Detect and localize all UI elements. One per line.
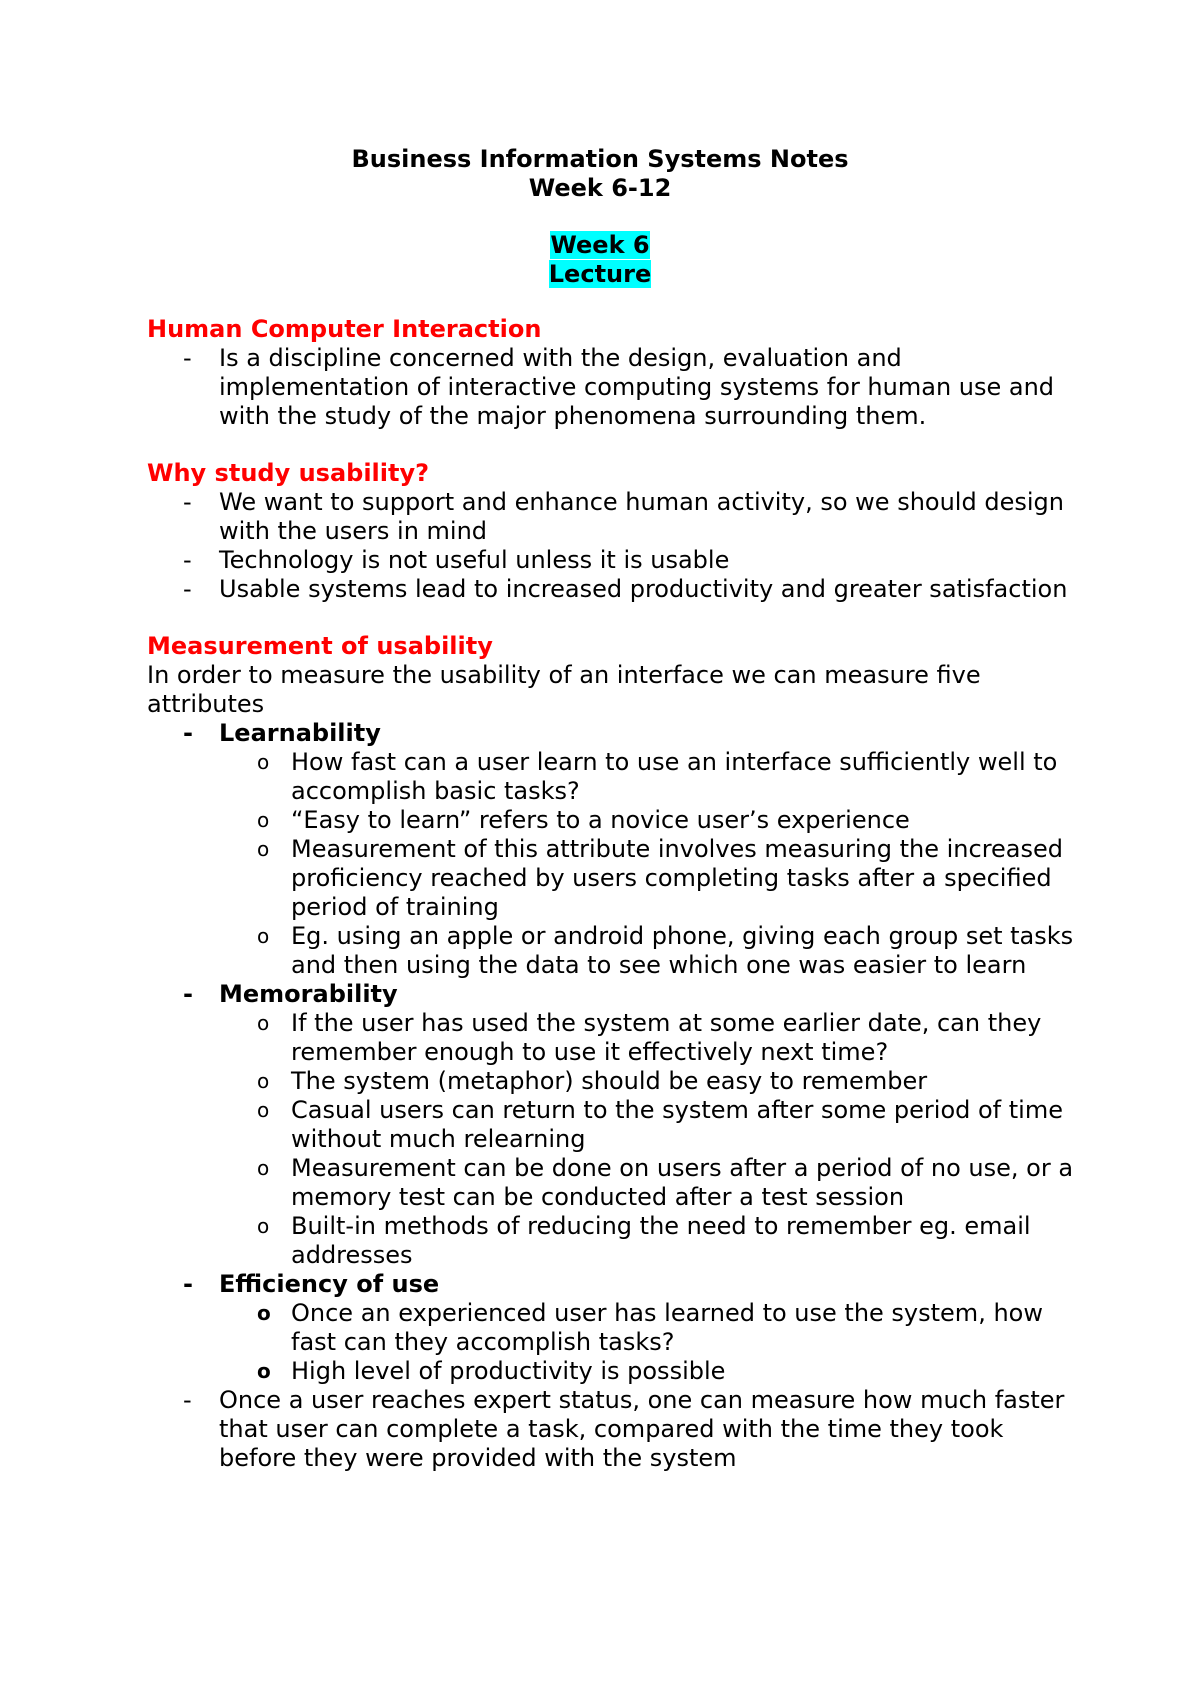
section-hci [147, 315, 1077, 431]
dash-bullet-icon: - [183, 488, 192, 516]
dash-bullet-icon: - [183, 1270, 193, 1298]
circle-bullet-icon: o [257, 808, 270, 832]
document-body [147, 315, 1077, 1501]
sub-list-item-text: Measurement of this attribute involves measuring the increased proficiency reached by users completing tasks after a specified period of training [291, 835, 1064, 921]
circle-bullet-icon: o [257, 924, 270, 948]
sub-list-item-text: The system (metaphor) should be easy to remember [291, 1067, 928, 1095]
sub-list-item-text: Eg. using an apple or android phone, giving each group set tasks and then using the data to see which one was easier to learn [291, 922, 1074, 979]
dash-bullet-icon: - [183, 344, 192, 372]
dash-bullet-icon: - [183, 1386, 192, 1414]
sub-list-item [147, 1067, 1077, 1096]
sub-list-item-text: High level of productivity is possible [291, 1357, 726, 1385]
dash-bullet-icon: - [183, 719, 193, 747]
sub-list-item [147, 1357, 1077, 1386]
document-title: Business Information Systems Notes [351, 145, 849, 173]
circle-bullet-icon: o [257, 1098, 270, 1122]
list-item [147, 488, 1077, 546]
sub-list-item-text: Casual users can return to the system after some period of time without much relearning [291, 1096, 1063, 1153]
sub-list-item-text: Built-in methods of reducing the need to remember eg. email addresses [291, 1212, 1031, 1269]
sub-list-item-text: If the user has used the system at some earlier date, can they remember enough to use it effectively next time? [291, 1009, 1042, 1066]
sub-list-item [147, 1154, 1077, 1212]
session-label: Lecture [548, 260, 652, 288]
sub-bullet-list [219, 1299, 1077, 1386]
sub-list-item [147, 835, 1077, 922]
circle-bullet-icon: o [257, 1156, 270, 1180]
section-heading: Why study usability? [147, 459, 430, 487]
sub-list-item [147, 1009, 1077, 1067]
list-item-text: We want to support and enhance human activity, so we should design with the users in mind [219, 488, 1064, 545]
attribute-label: Memorability [219, 980, 398, 1008]
list-item-text: Once a user reaches expert status, one can measure how much faster that user can complete a task, compared with the time they took before they were provided with the system [219, 1386, 1065, 1472]
list-item-text: Is a discipline concerned with the design, evaluation and implementation of interactive computing systems for human use and with the study of the major phenomena surrounding them. [219, 344, 1055, 430]
sub-list-item [147, 1096, 1077, 1154]
list-item-text: Usable systems lead to increased productivity and greater satisfaction [219, 575, 1068, 603]
attribute-list [147, 719, 1077, 1473]
sub-list-item-text: How fast can a user learn to use an interface sufficiently well to accomplish basic tasks? [291, 748, 1058, 805]
list-item-text: Technology is not useful unless it is usable [219, 546, 730, 574]
sub-list-item-text: Measurement can be done on users after a period of no use, or a memory test can be conducted after a test session [291, 1154, 1074, 1211]
document-header [0, 145, 1200, 289]
document-subtitle: Week 6-12 [528, 174, 672, 202]
circle-bullet-icon: o [257, 1214, 270, 1238]
circle-bullet-icon: o [257, 1011, 270, 1035]
bullet-list [147, 344, 1077, 431]
week-label: Week 6 [550, 231, 650, 259]
attribute-learnability [147, 719, 1077, 980]
sub-list-item [147, 922, 1077, 980]
attribute-efficiency [147, 1270, 1077, 1386]
section-measurement [147, 632, 1077, 1473]
circle-bullet-icon: o [257, 837, 270, 861]
bullet-list [147, 488, 1077, 604]
sub-list-item-text: “Easy to learn” refers to a novice user’s experience [291, 806, 910, 834]
circle-bullet-icon: o [257, 1359, 271, 1383]
dash-bullet-icon: - [183, 575, 192, 603]
sub-bullet-list [219, 1009, 1077, 1270]
section-heading: Human Computer Interaction [147, 315, 542, 343]
sub-list-item-text: Once an experienced user has learned to use the system, how fast can they accomplish tasks? [291, 1299, 1043, 1356]
attribute-memorability [147, 980, 1077, 1270]
section-heading: Measurement of usability [147, 632, 493, 660]
week-label-block [0, 231, 1200, 289]
sub-list-item [147, 806, 1077, 835]
circle-bullet-icon: o [257, 750, 270, 774]
circle-bullet-icon: o [257, 1069, 270, 1093]
list-item [147, 575, 1077, 604]
sub-list-item [147, 1299, 1077, 1357]
sub-list-item [147, 748, 1077, 806]
section-intro: In order to measure the usability of an interface we can measure five attributes [147, 661, 981, 718]
dash-bullet-icon: - [183, 980, 193, 1008]
attribute-label: Learnability [219, 719, 381, 747]
list-item [147, 344, 1077, 431]
attribute-label: Efficiency of use [219, 1270, 440, 1298]
list-item [147, 546, 1077, 575]
circle-bullet-icon: o [257, 1301, 271, 1325]
dash-bullet-icon: - [183, 546, 192, 574]
list-item [147, 1386, 1077, 1473]
sub-list-item [147, 1212, 1077, 1270]
sub-bullet-list [219, 748, 1077, 980]
section-why-usability [147, 459, 1077, 604]
